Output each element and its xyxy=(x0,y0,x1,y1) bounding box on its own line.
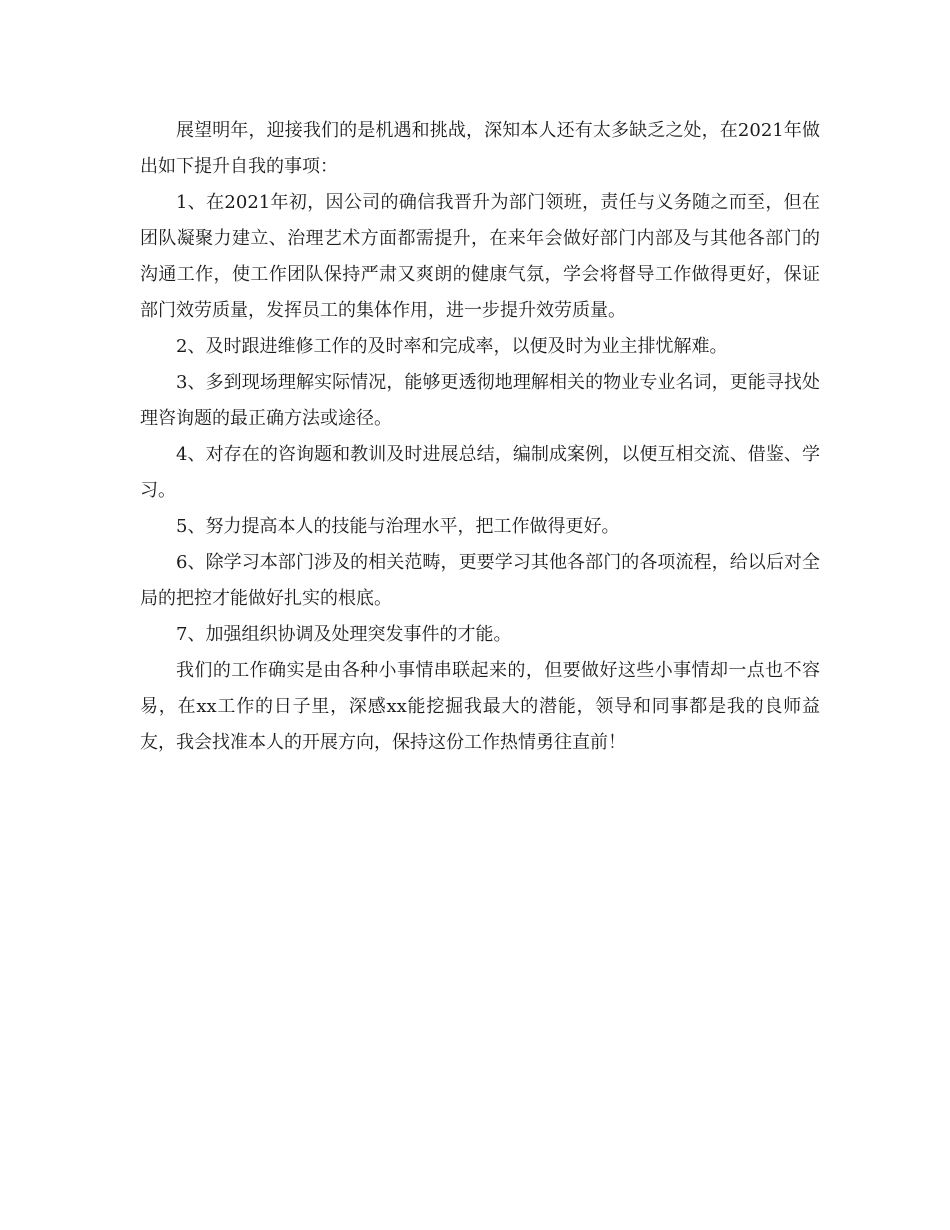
paragraph-item-5: 5、努力提高本人的技能与治理水平，把工作做得更好。 xyxy=(176,516,620,537)
document-body xyxy=(140,113,820,761)
paragraph-item-3: 3、多到现场理解实际情况，能够更透彻地理解相关的物业专业名词，更能寻找处理咨询题的最正确方法或途径。 xyxy=(140,372,820,429)
paragraph-item-4: 4、对存在的咨询题和教训及时进展总结，编制成案例，以便互相交流、借鉴、学习。 xyxy=(140,444,820,501)
paragraph-closing: 我们的工作确实是由各种小事情串联起来的，但要做好这些小事情却一点也不容易，在xx工作的日子里，深感xx能挖掘我最大的潜能，领导和同事都是我的良师益友，我会找准本人的开展方向，保持这份工作热情勇往直前！ xyxy=(140,660,820,753)
paragraph-item-1: 1、在2021年初，因公司的确信我晋升为部门领班，责任与义务随之而至，但在团队凝聚力建立、治理艺术方面都需提升，在来年会做好部门内部及与其他各部门的沟通工作，使工作团队保持严肃又爽朗的健康气氛，学会将督导工作做得更好，保证部门效劳质量，发挥员工的集体作用，进一步提升效劳质量。 xyxy=(140,192,820,321)
paragraph-item-6: 6、除学习本部门涉及的相关范畴，更要学习其他各部门的各项流程，给以后对全局的把控才能做好扎实的根底。 xyxy=(140,552,820,609)
paragraph-item-7: 7、加强组织协调及处理突发事件的才能。 xyxy=(176,624,512,645)
paragraph-intro: 展望明年，迎接我们的是机遇和挑战，深知本人还有太多缺乏之处，在2021年做出如下提升自我的事项： xyxy=(140,120,820,177)
paragraph-item-2: 2、及时跟进维修工作的及时率和完成率，以便及时为业主排忧解难。 xyxy=(176,336,728,357)
